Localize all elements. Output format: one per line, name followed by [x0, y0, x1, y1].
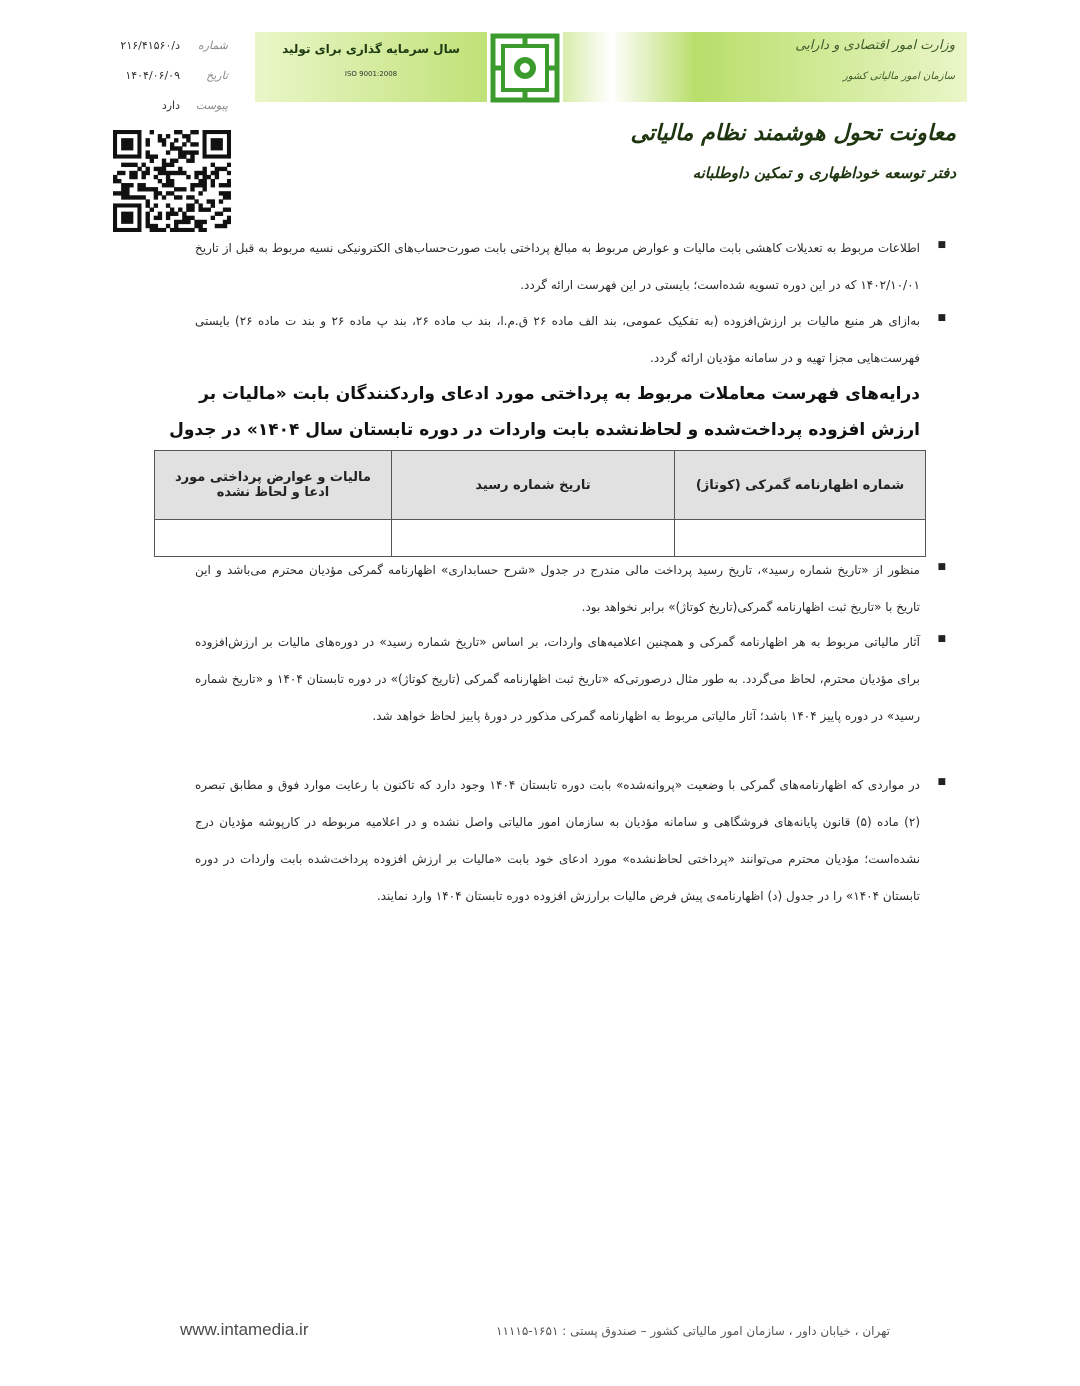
table-row	[155, 520, 926, 557]
section-heading: درایه‌های فهرست معاملات مربوط به پرداختی مورد ادعای واردکنندگان بابت «مالیات بر ارزش افزوده پرداخت‌شده و لحاظ‌نشده بابت واردات در دوره تابستان سال ۱۴۰۴» در جدول	[169, 384, 920, 440]
header-tax-claimed: مالیات و عوارض پرداختی مورد ادعا و لحاظ نشده	[155, 451, 392, 520]
meta-attachment-row	[78, 90, 228, 120]
cell-customs-declaration	[675, 520, 926, 557]
cell-tax-claimed	[155, 520, 392, 557]
iso-certificate: ISO 9001:2008	[344, 70, 398, 78]
year-slogan: سال سرمایه گذاری برای تولید	[282, 42, 460, 56]
qr-code-icon	[113, 130, 231, 232]
paragraph-licensed-declarations: ■ در مواردی که اظهارنامه‌های گمرکی با وضعیت «پروانه‌شده» بابت دوره تابستان ۱۴۰۴ وجود دارد که تاکنون با رعایت موارد فوق و مطابق تبصره (۲) ماده (۵) قانون پایانه‌های فروشگاهی و سامانه مؤدیان به سازمان امور مالیاتی واصل نشده و در اعلامیه مربوطه در کارپوشه مؤدیان درج نشده‌است؛ مؤدیان محترم می‌توانند «پرداختی لحاظ‌نشده» مورد ادعای خود بابت «مالیات بر ارزش افزوده پرداخت‌شده بابت واردات در دوره تابستان ۱۴۰۴» را در جدول (د) اظهارنامه‌ی پیش فرض مالیات برارزش افزوده دوره تابستان ۱۴۰۴ وارد نمایند.	[195, 767, 920, 915]
letter-number: د/۲۱۶/۴۱۵۶۰	[120, 38, 180, 52]
paragraph-adjustments: ■ اطلاعات مربوط به تعدیلات کاهشی بابت مالیات و عوارض مربوط به مبالغ پرداختی بابت صورت‌حساب‌های الکترونیکی نسیه مربوط به قبل از تاریخ ۱۴۰۲/۱۰/۰۱ که در این دوره تسویه شده‌است؛ بایستی در این فهرست ارائه گردد.	[195, 230, 920, 304]
paragraph-tax-effects: ■ آثار مالیاتی مربوط به هر اظهارنامه گمرکی و همچنین اعلامیه‌های واردات، بر اساس «تاریخ شماره رسید» در دوره‌های مالیات بر ارزش‌افزوده برای مؤدیان محترم، لحاظ می‌گردد. به طور مثال درصورتی‌که «تاریخ ثبت اظهارنامه گمرکی (تاریخ کوتاژ)» در دوره تابستان ۱۴۰۴ و «تاریخ شماره رسید» در دوره پاییز ۱۴۰۴ باشد؛ آثار مالیاتی مربوط به اظهارنامه گمرکی مذکور در دورهٔ پاییز لحاظ خواهد شد.	[195, 624, 920, 735]
organization-name: سازمان امور مالیاتی کشور	[843, 71, 955, 82]
attachment-label: پیوست	[195, 98, 228, 112]
letter-date: ۱۴۰۴/۰۶/۰۹	[125, 68, 180, 82]
number-label: شماره	[197, 38, 228, 52]
paragraph-separate-lists: ■ به‌ازای هر منبع مالیات بر ارزش‌افزوده (به تفکیک عمومی، بند الف ماده ۲۶ ق.م.ا، بند ب ماده ۲۶، بند پ ماده ۲۶ و بند ت ماده ۲۶) بایستی فهرست‌هایی مجزا تهیه و در سامانه مؤدیان ارائه گردد.	[195, 303, 920, 377]
header-receipt-date: تاریخ شماره رسید	[392, 451, 675, 520]
tax-organization-emblem-icon	[487, 30, 563, 106]
banner-ministry-area	[575, 38, 955, 82]
paragraph-receipt-date: ■ منظور از «تاریخ شماره رسید»، تاریخ رسید پرداخت مالی مندرج در جدول «شرح حسابداری» اظهارنامه گمرکی مؤدیان محترم می‌باشد و این تاریخ با «تاریخ ثبت اظهارنامه گمرکی(تاریخ کوتاژ)» برابر نخواهد بود.	[195, 552, 920, 626]
table-header-row	[155, 451, 926, 520]
deputy-title: معاونت تحول هوشمند نظام مالیاتی	[630, 120, 956, 146]
banner-slogan-area	[255, 32, 487, 102]
letter-meta	[78, 30, 228, 120]
meta-number-row	[78, 30, 228, 60]
date-label: تاریخ	[206, 68, 228, 82]
cell-receipt-date	[392, 520, 675, 557]
header-banner	[255, 32, 967, 102]
ministry-name: وزارت امور اقتصادی و دارایی	[795, 38, 955, 53]
attachment-status: دارد	[161, 98, 180, 112]
header-customs-declaration: شماره اظهارنامه گمرکی (کوتاژ)	[675, 451, 926, 520]
table-d	[154, 450, 926, 557]
meta-date-row	[78, 60, 228, 90]
website-link[interactable]: www.intamedia.ir	[180, 1320, 309, 1339]
footer	[0, 1320, 1080, 1350]
postal-address: تهران ، خیابان داور ، سازمان امور مالیاتی کشور – صندوق پستی : ۱۶۵۱-۱۱۱۱۵	[496, 1324, 890, 1338]
bureau-title: دفتر توسعه خوداظهاری و تمکین داوطلبانه	[692, 164, 956, 182]
